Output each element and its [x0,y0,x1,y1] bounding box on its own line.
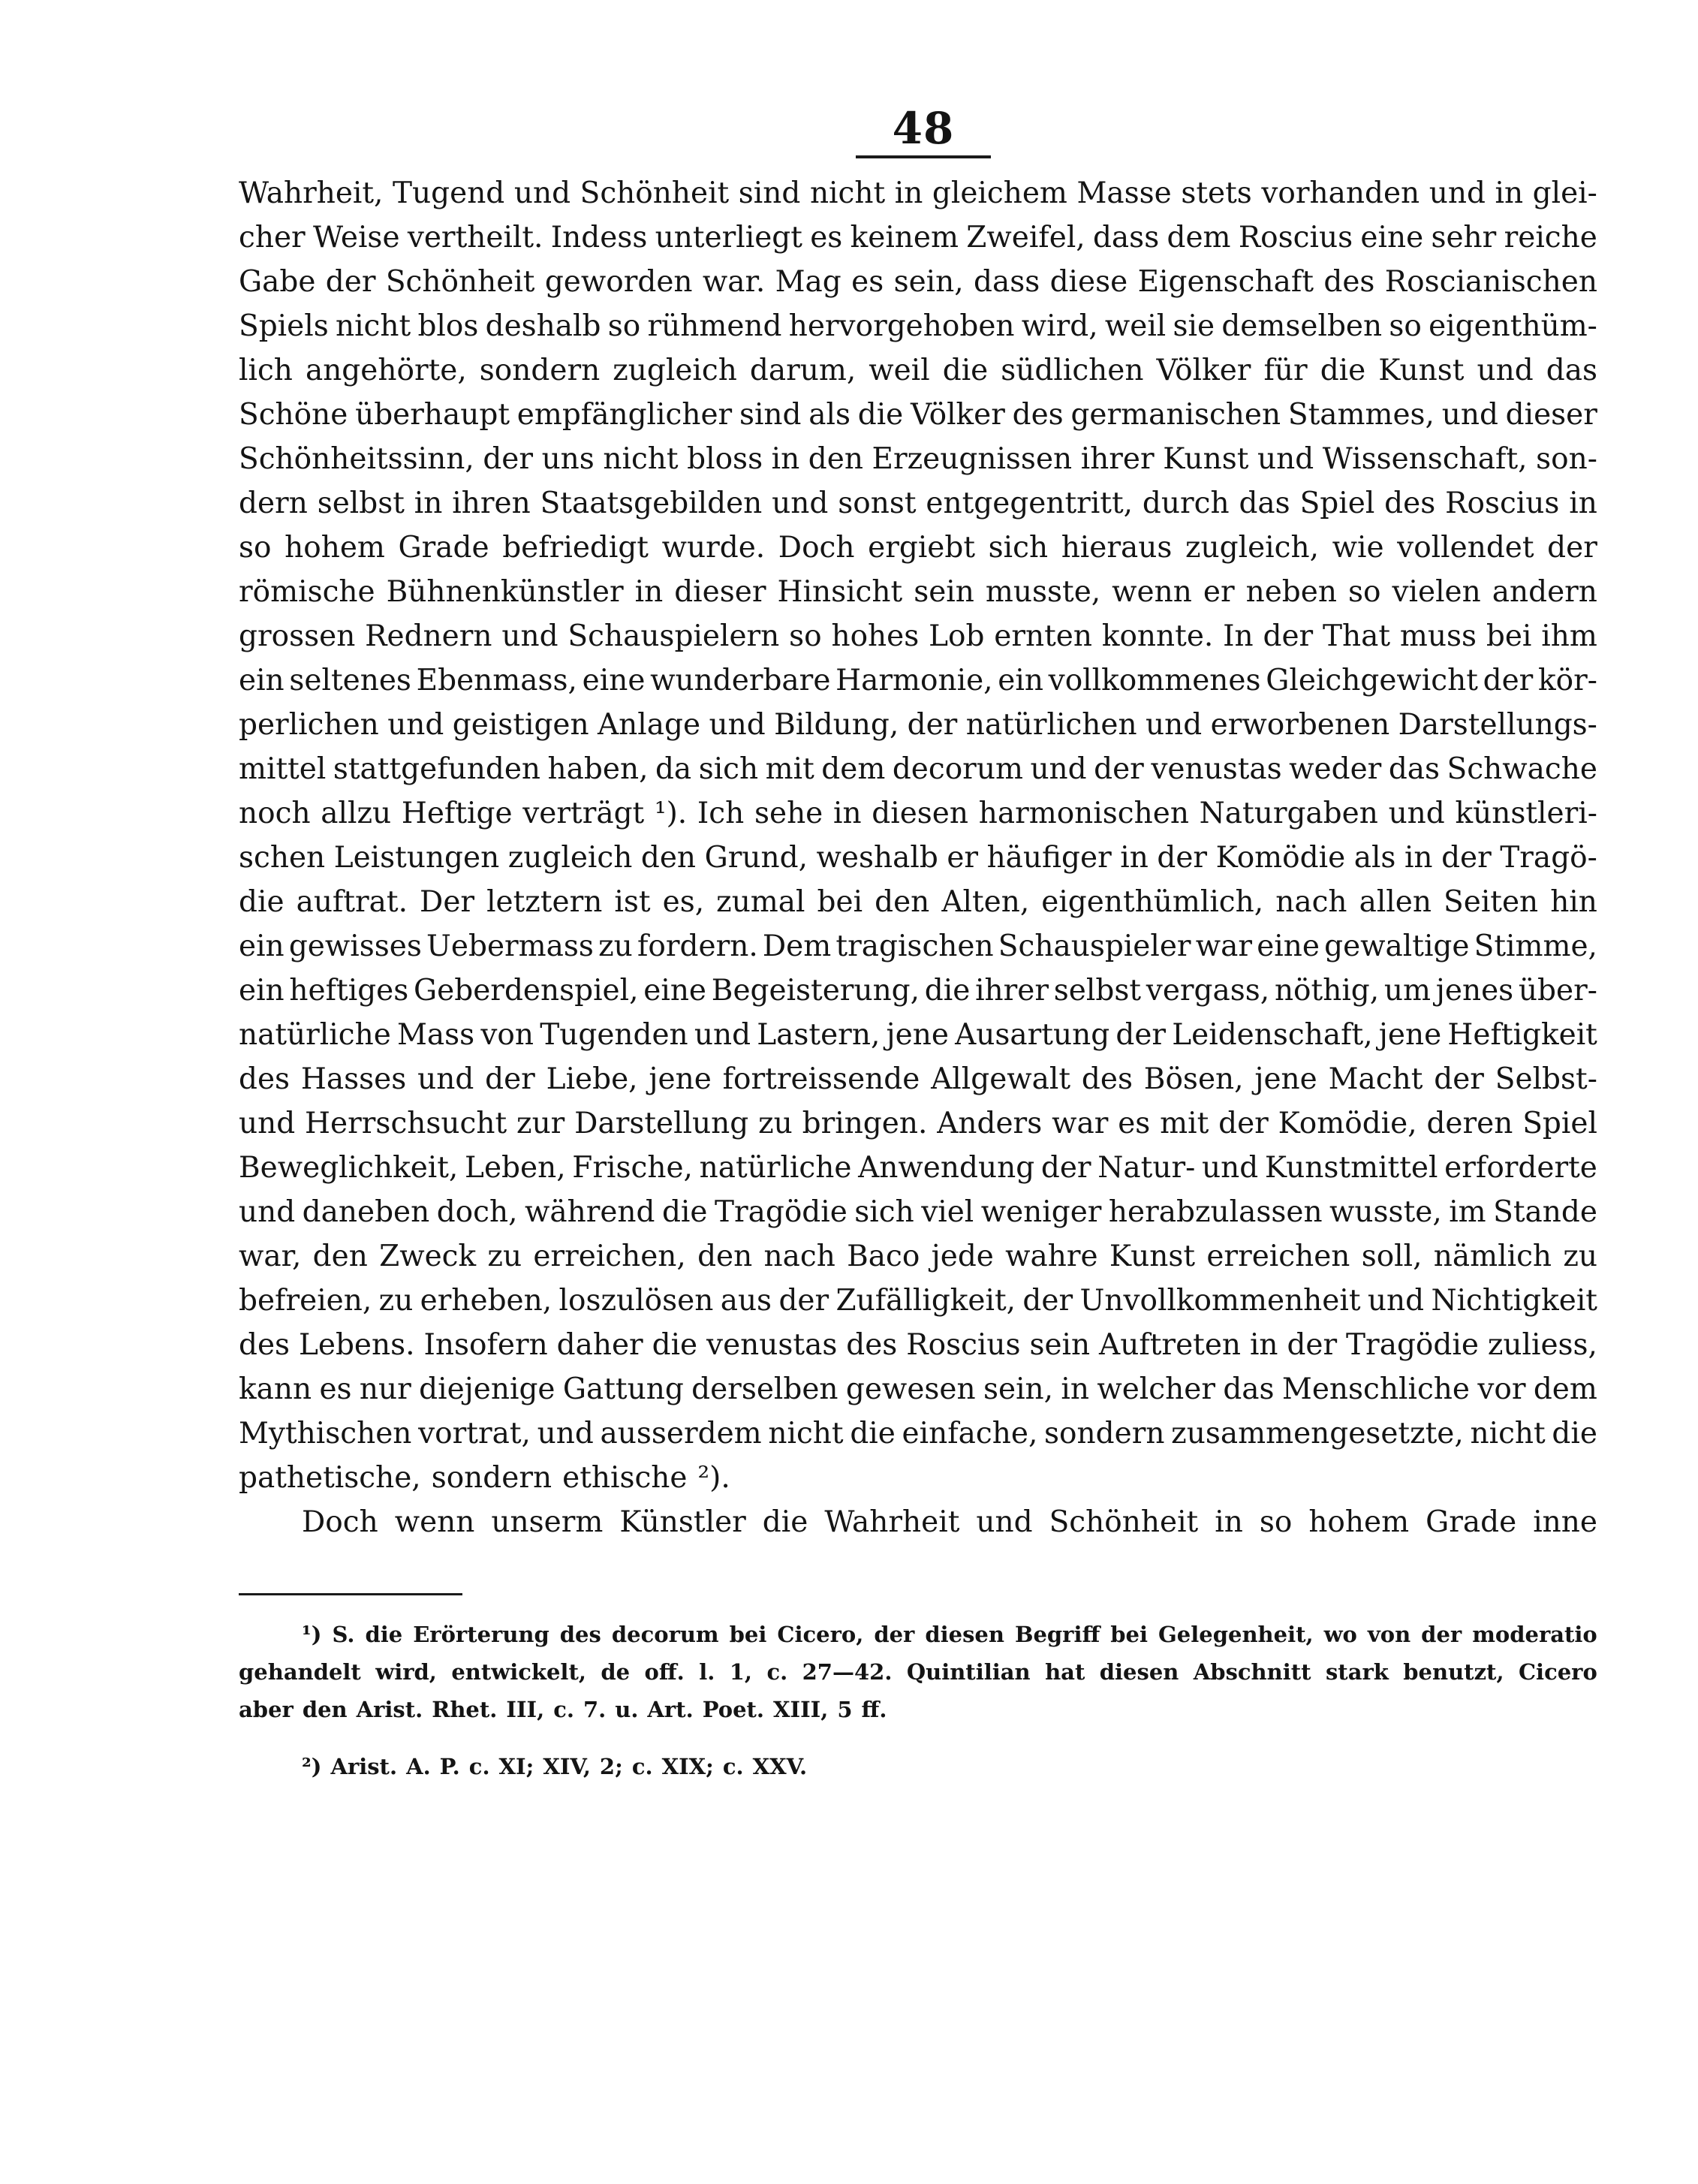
footnote-line: gehandelt wird, entwickelt, de off. l. 1, c. 27—42. Quintilian hat diesen Abschnitt stark benutzt, Cicero [239,1659,1597,1685]
body-line: und Herrschsucht zur Darstellung zu bringen. Anders war es mit der Komödie, deren Spiel [239,1107,1597,1140]
body-line: Gabe der Schönheit geworden war. Mag es sein, dass diese Eigenschaft des Roscianischen [239,265,1597,299]
body-line: perlichen und geistigen Anlage und Bildung, der natürlichen und erworbenen Darstellungs- [239,708,1597,742]
body-line: Schöne überhaupt empfänglicher sind als die Völker des germanischen Stammes, und dieser [239,398,1597,432]
body-line: natürliche Mass von Tugenden und Lastern, jene Ausartung der Leidenschaft, jene Heftigkeit [239,1018,1597,1052]
body-line: römische Bühnenkünstler in dieser Hinsicht sein musste, wenn er neben so vielen andern [239,575,1597,609]
page-number: 48 [892,103,955,154]
body-line: dern selbst in ihren Staatsgebilden und sonst entgegentritt, durch das Spiel des Roscius in [239,487,1597,520]
footnote-line: aber den Arist. Rhet. III, c. 7. u. Art. Poet. XIII, 5 ff. [239,1697,887,1722]
body-line: die auftrat. Der letztern ist es, zumal bei den Alten, eigenthümlich, nach allen Seiten hin [239,885,1597,919]
footnote-line: ¹) S. die Erörterung des decorum bei Cicero, der diesen Begriff bei Gelegenheit, wo von der moderatio [302,1622,1597,1647]
body-line: kann es nur diejenige Gattung derselben gewesen sein, in welcher das Menschliche vor dem [239,1372,1597,1406]
body-line: Wahrheit, Tugend und Schönheit sind nicht in gleichem Masse stets vorhanden und in glei- [239,176,1597,210]
body-line: so hohem Grade befriedigt wurde. Doch ergiebt sich hieraus zugleich, wie vollendet der [239,531,1597,565]
body-line: schen Leistungen zugleich den Grund, weshalb er häufiger in der Komödie als in der Tragö- [239,841,1597,875]
body-line: ein seltenes Ebenmass, eine wunderbare Harmonie, ein vollkommenes Gleichgewicht der kör- [239,664,1597,697]
body-line: befreien, zu erheben, loszulösen aus der Zufälligkeit, der Unvollkommenheit und Nichtigkeit [239,1284,1597,1318]
body-line: noch allzu Heftige verträgt ¹). Ich sehe in diesen harmonischen Naturgaben und künstleri- [239,797,1597,830]
body-line: Beweglichkeit, Leben, Frische, natürliche Anwendung der Natur- und Kunstmittel erforderte [239,1151,1597,1185]
body-line: des Lebens. Insofern daher die venustas des Roscius sein Auftreten in der Tragödie zuliess, [239,1328,1597,1362]
body-line: cher Weise vertheilt. Indess unterliegt es keinem Zweifel, dass dem Roscius eine sehr reiche [239,221,1597,255]
body-line: Doch wenn unserm Künstler die Wahrheit und Schönheit in so hohem Grade inne [302,1505,1597,1539]
body-line: lich angehörte, sondern zugleich darum, weil die südlichen Völker für die Kunst und das [239,354,1597,387]
body-line: Schönheitssinn, der uns nicht bloss in den Erzeugnissen ihrer Kunst und Wissenschaft, son- [239,442,1597,476]
body-line: des Hasses und der Liebe, jene fortreissende Allgewalt des Bösen, jene Macht der Selbst- [239,1062,1597,1096]
footnotes [239,1616,1597,1785]
body-line: pathetische, sondern ethische ²). [239,1461,730,1495]
body-line: war, den Zweck zu erreichen, den nach Baco jede wahre Kunst erreichen soll, nämlich zu [239,1240,1597,1273]
body-line: und daneben doch, während die Tragödie sich viel weniger herabzulassen wusste, im Stande [239,1195,1597,1229]
body-text [239,171,1597,1544]
body-line: Mythischen vortrat, und ausserdem nicht die einfache, sondern zusammengesetzte, nicht die [239,1417,1597,1450]
body-line: mittel stattgefunden haben, da sich mit dem decorum und der venustas weder das Schwache [239,752,1597,786]
body-line: ein gewisses Uebermass zu fordern. Dem tragischen Schauspieler war eine gewaltige Stimme, [239,929,1597,963]
body-line: ein heftiges Geberdenspiel, eine Begeisterung, die ihrer selbst vergass, nöthig, um jenes über- [239,974,1597,1008]
page-number-rule [856,155,991,158]
footnote-rule [239,1593,462,1595]
footnote-line: ²) Arist. A. P. c. XI; XIV, 2; c. XIX; c. XXV. [302,1754,808,1779]
body-line: Spiels nicht blos deshalb so rühmend hervorgehoben wird, weil sie demselben so eigenthüm- [239,309,1597,343]
body-line: grossen Rednern und Schauspielern so hohes Lob ernten konnte. In der That muss bei ihm [239,619,1597,653]
